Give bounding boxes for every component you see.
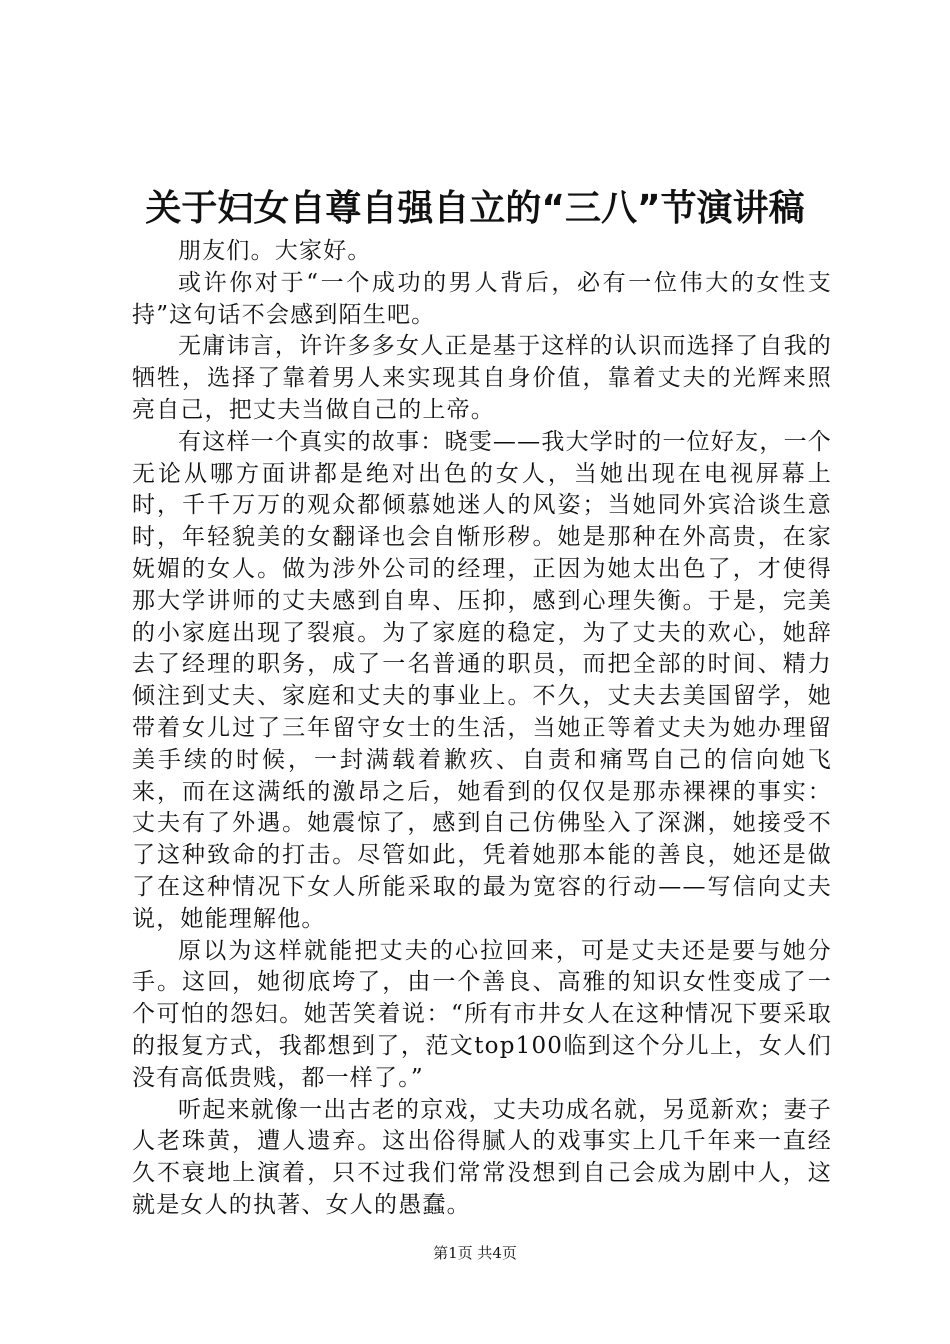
paragraph: 有这样一个真实的故事：晓雯——我大学时的一位好友，一个无论从哪方面讲都是绝对出色的女人，当她出现在电视屏幕上时，千千万万的观众都倾慕她迷人的风姿；当她同外宾洽谈生意时，年轻貌美的女翻译也会自惭形秽。她是那种在外高贵，在家妩媚的女人。做为涉外公司的经理，正因为她太出色了，才使得那大学讲师的丈夫感到自卑、压抑，感到心理失衡。于是，完美的小家庭出现了裂痕。为了家庭的稳定，为了丈夫的欢心，她辞去了经理的职务，成了一名普通的职员，而把全部的时间、精力倾注到丈夫、家庭和丈夫的事业上。不久，丈夫去美国留学，她带着女儿过了三年留守女士的生活，当她正等着丈夫为她办理留美手续的时候，一封满载着歉疚、自责和痛骂自己的信向她飞来，而在这满纸的激昂之后，她看到的仅仅是那赤裸裸的事实：丈夫有了外遇。她震惊了，感到自己仿佛坠入了深渊，她接受不了这种致命的打击。尽管如此，凭着她那本能的善良，她还是做了在这种情况下女人所能采取的最为宽容的行动——写信向丈夫说，她能理解他。: [132, 428, 832, 932]
paragraph: 无庸讳言，许许多多女人正是基于这样的认识而选择了自我的牺牲，选择了靠着男人来实现其自身价值，靠着丈夫的光辉来照亮自己，把丈夫当做自己的上帝。: [132, 333, 832, 423]
paragraph: 朋友们。大家好。: [178, 238, 372, 264]
document-title: 关于妇女自尊自强自立的“三八”节演讲稿: [145, 188, 805, 229]
paragraph: 原以为这样就能把丈夫的心拉回来，可是丈夫还是要与她分手。这回，她彻底垮了，由一个善良、高雅的知识女性变成了一个可怕的怨妇。她苦笑着说：“所有市井女人在这种情况下要采取的报复方式，我都想到了，范文top100临到这个分儿上，女人们没有高低贵贱，都一样了。”: [132, 937, 832, 1091]
paragraph: 或许你对于“一个成功的男人背后，必有一位伟大的女性支持”这句话不会感到陌生吧。: [132, 269, 832, 328]
document-body: [132, 236, 832, 1222]
paragraph: 听起来就像一出古老的京戏，丈夫功成名就，另觅新欢；妻子人老珠黄，遭人遗弃。这出俗得腻人的戏事实上几千年来一直经久不衰地上演着，只不过我们常常没想到自己会成为剧中人，这就是女人的执著、女人的愚蠢。: [132, 1096, 832, 1218]
page-footer: 第1页 共4页: [433, 1244, 517, 1262]
